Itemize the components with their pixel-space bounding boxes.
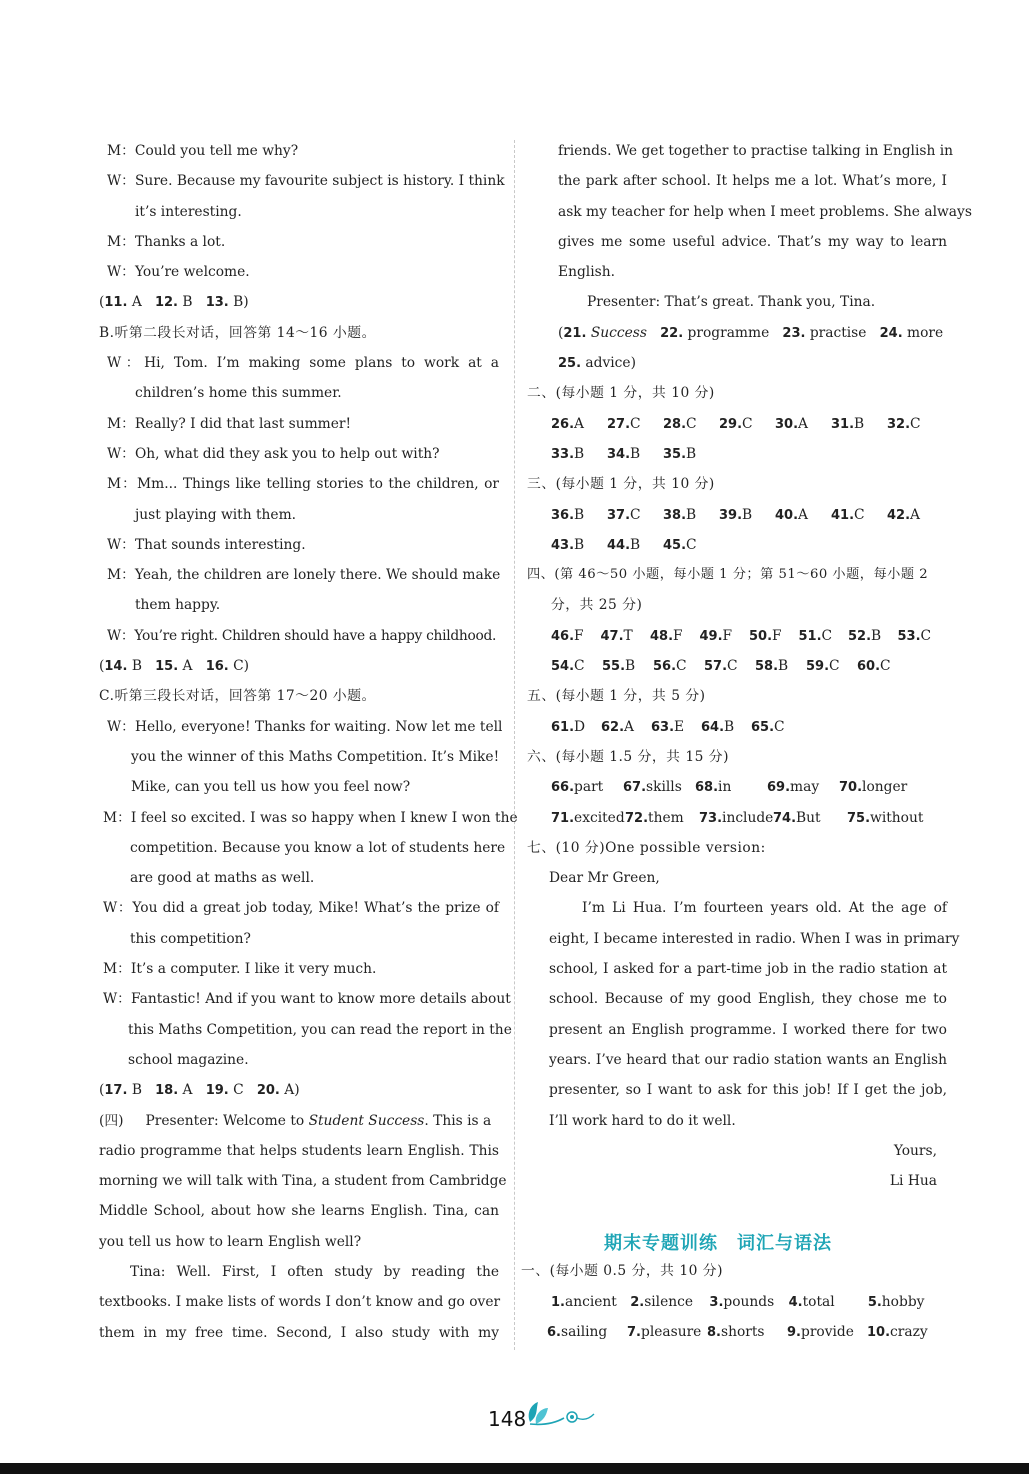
answer-value: ancient (564, 1293, 617, 1310)
answer-value: pleasure (640, 1323, 702, 1340)
answer-number: 31. (831, 416, 855, 432)
answer-value: shorts (720, 1323, 765, 1340)
answer-item (709, 1287, 788, 1317)
answer-item (751, 712, 801, 742)
text-line: you tell us how to learn English well? (99, 1233, 362, 1250)
answer-value: C (686, 536, 697, 553)
answer-value: C (574, 658, 585, 675)
answer-line-17-20: (17. B 18. A 19. C 20. A) (99, 1082, 300, 1099)
section-heading-3: 三、(每小题 1 分，共 10 分) (527, 476, 715, 493)
answer-number: 4. (788, 1294, 803, 1310)
text-line: this Maths Competition, you can read the report in the (128, 1021, 512, 1038)
answer-line-14-16: (14. B 15. A 16. C) (99, 658, 250, 675)
answer-item (551, 500, 607, 530)
answer-item (847, 803, 924, 833)
answer-value: B (778, 658, 789, 675)
answer-value: pounds (723, 1293, 775, 1310)
answer-value: C (880, 658, 891, 675)
text-line: ask my teacher for help when I meet problems. She always (558, 203, 972, 220)
text-line: textbooks. I make lists of words I don’t know and go over (99, 1294, 501, 1311)
answer-value: C (742, 415, 753, 432)
answer-number: 75. (847, 810, 871, 826)
text-line: W：You’re welcome. (107, 264, 250, 281)
answer-value: A (574, 415, 584, 432)
answer-item (701, 712, 751, 742)
answer-number: 38. (663, 507, 687, 523)
answer-value: D (574, 718, 586, 735)
answer-value: B (630, 445, 641, 462)
answer-number: 52. (848, 628, 872, 644)
text-line: morning we will talk with Tina, a student from Cambridge (99, 1173, 507, 1190)
section-heading-7: 七、(10 分)One possible version: (527, 839, 766, 856)
section-heading-4-cont: 分，共 25 分) (551, 597, 643, 614)
answer-number: 50. (749, 628, 773, 644)
text-line: friends. We get together to practise talking in English in (558, 143, 954, 159)
answer-number: 39. (719, 507, 743, 523)
answer-value: total (802, 1293, 835, 1310)
text-line: Presenter: That’s great. Thank you, Tina. (587, 294, 876, 311)
answer-value: B (686, 445, 697, 462)
answer-item (719, 409, 775, 439)
answer-number: 32. (887, 416, 911, 432)
text-line: M：I feel so excited. I was so happy when I knew I won the (103, 809, 518, 826)
answer-value: C (920, 627, 932, 644)
answer-number: 42. (887, 507, 911, 523)
text-line: M：Thanks a lot. (107, 233, 226, 250)
answer-number: 43. (551, 537, 575, 553)
answer-value: F (673, 627, 683, 644)
text-line: W：That sounds interesting. (107, 536, 306, 553)
answer-number: 68. (695, 780, 719, 796)
answer-value: B (871, 627, 882, 644)
answer-number: 29. (719, 416, 743, 432)
answer-value: C (829, 658, 840, 675)
text-line: (四) Presenter: Welcome to Student Success. This is a (99, 1112, 492, 1129)
answer-number: 69. (767, 780, 791, 796)
answer-number: 44. (607, 537, 631, 553)
answer-item (601, 621, 651, 651)
text-line: children’s home this summer. (135, 385, 342, 402)
answer-number: 28. (663, 416, 687, 432)
letter-line: eight, I became interested in radio. When I was in primary (549, 930, 960, 947)
answer-value: F (574, 627, 584, 644)
answer-number: 46. (551, 628, 575, 644)
answer-value: B (742, 506, 753, 523)
text-line: English. (558, 264, 615, 281)
answer-value: T (623, 627, 633, 644)
answer-row (527, 651, 947, 681)
answer-number: 10. (867, 1324, 891, 1340)
answer-item (704, 651, 755, 681)
answer-row (527, 772, 947, 802)
answer-number: 6. (547, 1324, 561, 1340)
letter-line: school. Because of my good English, they chose me to (549, 991, 947, 1008)
answer-row (527, 500, 947, 530)
answer-value: B (686, 506, 697, 523)
answer-item (663, 409, 719, 439)
answer-number: 55. (602, 659, 626, 675)
text-line: the park after school. It helps me a lot. What’s more, I (558, 173, 947, 190)
answer-number: 59. (806, 659, 830, 675)
section-heading-5: 五、(每小题 1 分，共 5 分) (527, 688, 706, 705)
answer-value: C (630, 506, 641, 523)
answer-number: 1. (551, 1294, 565, 1310)
answer-item (551, 803, 625, 833)
answer-number: 73. (699, 810, 723, 826)
answer-number: 64. (701, 719, 725, 735)
answer-value: B (854, 415, 865, 432)
answer-value: them (648, 809, 684, 826)
answer-item (867, 1317, 947, 1347)
text-line: gives me some useful advice. That’s my way to learn (558, 233, 947, 250)
answer-value: may (790, 779, 820, 796)
answer-number: 34. (607, 446, 631, 462)
answer-number: 71. (551, 810, 575, 826)
answer-value: C (686, 415, 697, 432)
text-line: you the winner of this Maths Competition. It’s Mike! (131, 748, 500, 765)
answer-number: 54. (551, 659, 575, 675)
answer-value: skills (646, 779, 682, 796)
answer-value: C (727, 658, 738, 675)
answer-value: B (574, 506, 585, 523)
answer-number: 47. (600, 628, 624, 644)
answer-number: 37. (607, 507, 631, 523)
answer-item (695, 772, 767, 802)
letter-closing: Yours, (893, 1142, 937, 1159)
answer-item (607, 530, 663, 560)
letter-signature: Li Hua (889, 1173, 937, 1190)
answer-value: B (574, 536, 585, 553)
answer-row (527, 621, 947, 651)
text-line: Middle School, about how she learns English. Tina, can (99, 1203, 499, 1220)
column-divider (514, 140, 515, 1350)
answer-item (607, 439, 663, 469)
answer-row (527, 530, 947, 560)
answer-item (767, 772, 839, 802)
answer-number: 56. (653, 659, 677, 675)
answer-item (551, 621, 601, 651)
answer-item (749, 621, 799, 651)
answer-item (607, 500, 663, 530)
answer-item (831, 500, 887, 530)
answer-item (551, 712, 601, 742)
text-line: W：Hello, everyone! Thanks for waiting. Now let me tell (107, 718, 503, 735)
answer-value: C (854, 506, 865, 523)
section-title: 期末专题训练 词汇与语法 (604, 1233, 832, 1254)
answer-number: 41. (831, 507, 855, 523)
text-line: it’s interesting. (135, 203, 242, 220)
section-heading-vocab-1: 一、(每小题 0.5 分，共 10 分) (521, 1263, 723, 1280)
answer-number: 62. (601, 719, 625, 735)
answer-item (789, 1287, 868, 1317)
letter-line: years. I’ve heard that our radio station wants an English (549, 1051, 947, 1068)
text-line: W：Hi, Tom. I’m making some plans to work at a (107, 355, 499, 372)
answer-number: 61. (551, 719, 575, 735)
answer-value: part (574, 779, 604, 796)
answer-number: 9. (787, 1324, 801, 1340)
answer-number: 5. (867, 1294, 882, 1310)
answer-number: 57. (704, 659, 728, 675)
answer-number: 74. (773, 810, 797, 826)
answer-value: C (630, 415, 641, 432)
answer-item (630, 1287, 709, 1317)
answer-number: 30. (775, 416, 799, 432)
answer-value: F (772, 627, 782, 644)
answer-item (663, 530, 719, 560)
answer-value: hobby (881, 1293, 925, 1310)
answer-item (831, 409, 887, 439)
answer-number: 65. (751, 719, 775, 735)
answer-item (551, 439, 607, 469)
answer-item (806, 651, 857, 681)
answer-number: 7. (627, 1324, 641, 1340)
answer-value: C (821, 627, 833, 644)
section-heading-2: 二、(每小题 1 分，共 10 分) (527, 385, 715, 402)
answer-item (663, 500, 719, 530)
answer-item (551, 1287, 630, 1317)
answer-item (551, 651, 602, 681)
answer-item (868, 1287, 947, 1317)
answer-value: C (774, 718, 785, 735)
text-line: W：You’re right. Children should have a happy childhood. (107, 627, 497, 644)
answer-item (651, 712, 701, 742)
section-heading-6: 六、(每小题 1.5 分，共 15 分) (527, 748, 729, 765)
answer-number: 63. (651, 719, 675, 735)
answer-item (601, 712, 651, 742)
text-line: them in my free time. Second, I also study with my (99, 1324, 499, 1341)
answer-number: 58. (755, 659, 779, 675)
text-line: just playing with them. (135, 506, 297, 523)
answer-number: 70. (839, 780, 863, 796)
answer-value: A (798, 415, 808, 432)
letter-line: presenter, so I want to ask for this job! If I get the job, (549, 1082, 947, 1099)
answer-number: 49. (699, 628, 723, 644)
answer-value: B (630, 536, 641, 553)
answer-item (719, 500, 775, 530)
answer-item (551, 530, 607, 560)
text-line: competition. Because you know a lot of students here (130, 839, 506, 856)
answer-item (547, 1317, 627, 1347)
answer-value: without (870, 809, 924, 826)
answer-item (787, 1317, 867, 1347)
page-number: 148 (488, 1407, 527, 1431)
answer-row (527, 712, 947, 742)
text-line: M：It’s a computer. I like it very much. (103, 961, 377, 978)
text-line: C.听第三段长对话，回答第 17～20 小题。 (99, 688, 376, 705)
letter-line: I’m Li Hua. I’m fourteen years old. At the age of (582, 900, 947, 917)
answer-number: 66. (551, 780, 575, 796)
answer-value: But (796, 809, 821, 826)
answer-number: 67. (623, 780, 647, 796)
answer-value: A (910, 506, 920, 523)
answer-item (699, 803, 773, 833)
answer-number: 36. (551, 507, 575, 523)
answer-item (627, 1317, 707, 1347)
answer-value: B (574, 445, 585, 462)
answer-item (650, 621, 700, 651)
answer-row (527, 1287, 947, 1317)
text-line: W：You did a great job today, Mike! What’s the prize of (103, 900, 499, 917)
answer-number: 72. (625, 810, 649, 826)
text-line: them happy. (135, 597, 221, 614)
answer-item (773, 803, 847, 833)
text-line: W：Fantastic! And if you want to know more details about (103, 991, 511, 1008)
answer-item (857, 651, 908, 681)
answer-item (551, 409, 607, 439)
leaf-ornament-icon (524, 1400, 600, 1430)
answer-item (707, 1317, 787, 1347)
answer-value: B (625, 658, 636, 675)
answer-value: sailing (560, 1323, 608, 1340)
answer-value: E (674, 718, 685, 735)
letter-line: present an English programme. I worked there for two (549, 1021, 947, 1038)
text-line: this competition? (130, 930, 251, 947)
answer-number: 60. (857, 659, 881, 675)
answer-number: 48. (650, 628, 674, 644)
text-line: W：Oh, what did they ask you to help out with? (107, 445, 440, 462)
answer-item (700, 621, 750, 651)
answer-item (887, 500, 943, 530)
answer-value: in (718, 779, 732, 796)
answer-value: include (722, 809, 774, 826)
answer-value: silence (644, 1293, 694, 1310)
answer-line-11-13: (11. A 12. B 13. B) (99, 294, 249, 311)
answer-value: C (676, 658, 687, 675)
answer-value: crazy (890, 1323, 928, 1340)
answer-item (607, 409, 663, 439)
text-line: Mike, can you tell us how you feel now? (131, 779, 411, 796)
text-line: M：Yeah, the children are lonely there. We should make (107, 567, 501, 584)
answer-item (848, 621, 898, 651)
text-line: M：Could you tell me why? (107, 143, 299, 159)
answer-item (623, 772, 695, 802)
answer-number: 53. (897, 628, 921, 644)
answer-row (527, 1317, 947, 1347)
answer-number: 8. (707, 1324, 721, 1340)
answer-number: 45. (663, 537, 687, 553)
answer-value: A (624, 718, 634, 735)
answer-item (887, 409, 943, 439)
text-line: M：Really? I did that last summer! (107, 415, 352, 432)
answer-row (527, 803, 947, 833)
letter-line: I’ll work hard to do it well. (549, 1112, 736, 1129)
text-line: M：Mm... Things like telling stories to the children, or (107, 476, 499, 493)
left-column (99, 136, 518, 1348)
text-line: radio programme that helps students learn English. This (99, 1142, 499, 1159)
answer-line-25: 25. advice) (558, 355, 636, 372)
letter-line: school, I asked for a part-time job in the radio station at (549, 961, 947, 978)
answer-number: 3. (709, 1294, 724, 1310)
answer-line-21-24: (21. Success 22. programme 23. practise 24. more (558, 324, 944, 341)
answer-number: 51. (798, 628, 822, 644)
answer-item (625, 803, 699, 833)
bottom-bar (0, 1463, 1029, 1474)
answer-value: provide (800, 1323, 854, 1340)
answer-item (755, 651, 806, 681)
answer-number: 33. (551, 446, 575, 462)
answer-item (602, 651, 653, 681)
answer-number: 40. (775, 507, 799, 523)
text-line: Tina: Well. First, I often study by reading the (130, 1263, 499, 1280)
answer-number: 2. (630, 1294, 645, 1310)
answer-number: 26. (551, 416, 575, 432)
answer-item (551, 772, 623, 802)
answer-item (898, 621, 948, 651)
answer-row (527, 409, 947, 439)
text-line: are good at maths as well. (130, 870, 315, 887)
answer-number: 27. (607, 416, 631, 432)
letter-greeting: Dear Mr Green, (549, 870, 660, 887)
answer-value: F (722, 627, 733, 644)
answer-item (775, 500, 831, 530)
answer-value: A (798, 506, 808, 523)
answer-item (653, 651, 704, 681)
answer-item (799, 621, 849, 651)
right-column (521, 136, 972, 1347)
text-line: B.听第二段长对话，回答第 14～16 小题。 (99, 324, 376, 341)
answer-row (527, 439, 947, 469)
answer-value: B (724, 718, 735, 735)
answer-number: 35. (663, 446, 687, 462)
answer-item (775, 409, 831, 439)
answer-item (663, 439, 719, 469)
answer-value: C (910, 415, 921, 432)
answer-value: longer (862, 779, 908, 796)
answer-item (839, 772, 911, 802)
answer-value: excited (574, 809, 625, 826)
section-heading-4: 四、(第 46～50 小题，每小题 1 分；第 51～60 小题，每小题 2 (527, 567, 929, 583)
text-line: W：Sure. Because my favourite subject is history. I think (107, 173, 505, 190)
text-line: school magazine. (128, 1051, 249, 1068)
